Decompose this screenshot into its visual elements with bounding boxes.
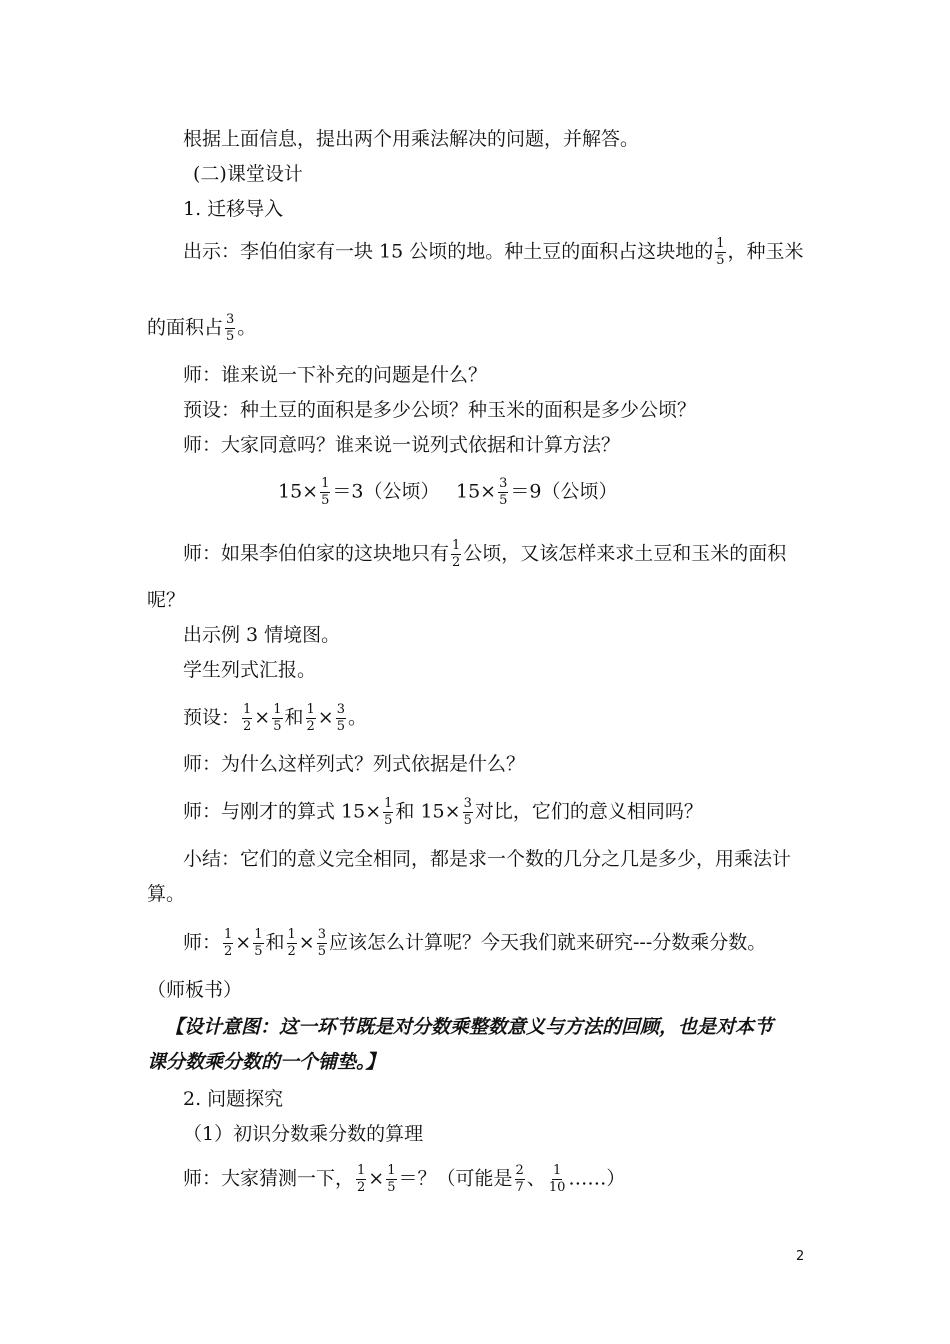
text-span: 对比，它们的意义相同吗？	[474, 800, 703, 823]
text-span: 15×	[278, 480, 319, 503]
text-span: 的面积占	[147, 316, 224, 339]
text-span: 和	[265, 931, 285, 954]
text-span: ，种玉米	[727, 240, 804, 263]
text-line	[183, 927, 766, 960]
denominator: 5	[254, 944, 263, 959]
text-span: ×	[254, 706, 271, 729]
denominator: 2	[452, 555, 461, 570]
denominator: 2	[224, 944, 233, 959]
text-span: 和 15×	[395, 800, 461, 823]
text-line	[183, 236, 804, 269]
denominator: 7	[515, 1180, 524, 1195]
numerator: 1	[716, 236, 725, 251]
text-line: 根据上面信息，提出两个用乘法解决的问题，并解答。	[183, 128, 640, 150]
denominator: 2	[306, 719, 315, 734]
text-span: 公顷，又该怎样来求土豆和玉米的面积	[463, 542, 787, 565]
numerator: 3	[336, 702, 345, 717]
numerator: 3	[499, 476, 508, 491]
numerator: 1	[243, 702, 252, 717]
text-line: 师：谁来说一下补充的问题是什么？	[183, 364, 488, 386]
text-span: ×	[317, 706, 334, 729]
text-span: 师：大家猜测一下，	[183, 1167, 355, 1190]
text-line: 呢？	[147, 589, 186, 611]
text-line	[183, 796, 703, 829]
text-span: 预设：	[183, 706, 241, 729]
denominator: 5	[226, 329, 235, 344]
text-line: 师：为什么这样列式？列式依据是什么？	[183, 753, 526, 775]
text-span: 、	[526, 1167, 546, 1190]
text-line: 预设：种土豆的面积是多少公顷？种玉米的面积是多少公顷？	[183, 399, 697, 421]
fraction	[253, 927, 263, 960]
text-line: 学生列式汇报。	[183, 659, 317, 681]
numerator: 1	[552, 1163, 562, 1178]
numerator: 1	[254, 927, 263, 942]
denominator: 5	[321, 493, 330, 508]
denominator: 2	[357, 1180, 366, 1195]
denominator: 5	[387, 1180, 396, 1195]
design-note: 课分数乘分数的一个铺垫。】	[147, 1051, 385, 1073]
fraction	[306, 702, 316, 735]
equation	[278, 476, 439, 509]
denominator: 5	[273, 719, 282, 734]
subsection-heading: 1. 迁移导入	[183, 198, 284, 220]
numerator: 3	[226, 312, 235, 327]
denominator: 5	[716, 253, 725, 268]
denominator: 5	[463, 813, 472, 828]
text-line: （师板书）	[147, 979, 243, 1001]
fraction	[548, 1163, 567, 1196]
text-span: 师：如果李伯伯家的这块地只有	[183, 542, 450, 565]
text-line	[183, 1163, 625, 1196]
text-span: ×	[368, 1167, 385, 1190]
text-line: 算。	[147, 883, 186, 905]
text-span: 师：	[183, 931, 222, 954]
text-line: 师：大家同意吗？谁来说一说列式依据和计算方法？	[183, 434, 621, 456]
fraction	[715, 236, 725, 269]
fraction	[223, 927, 233, 960]
section-heading: (二)课堂设计	[193, 163, 303, 185]
denominator: 5	[499, 493, 508, 508]
fraction	[386, 1163, 396, 1196]
text-line: 出示例 3 情境图。	[183, 624, 341, 646]
text-line	[183, 538, 786, 571]
numerator: 2	[515, 1163, 524, 1178]
denominator: 5	[317, 944, 326, 959]
text-line	[147, 312, 256, 345]
fraction	[383, 796, 393, 829]
text-span: 。	[348, 706, 368, 729]
text-span: 出示：李伯伯家有一块 15 公顷的地。种土豆的面积占这块地的	[183, 240, 714, 263]
fraction	[272, 702, 282, 735]
equation	[456, 476, 617, 509]
page-number: 2	[796, 1249, 805, 1264]
text-span: ……）	[568, 1167, 626, 1190]
fraction	[225, 312, 235, 345]
fraction	[463, 796, 473, 829]
fraction	[336, 702, 346, 735]
text-span: ×	[235, 931, 252, 954]
numerator: 1	[273, 702, 282, 717]
fraction	[317, 927, 327, 960]
numerator: 1	[387, 1163, 396, 1178]
numerator: 3	[463, 796, 472, 811]
text-line: （1）初识分数乘分数的算理	[183, 1123, 424, 1145]
subsection-heading: 2. 问题探究	[183, 1088, 284, 1110]
fraction	[451, 538, 461, 571]
denominator: 5	[336, 719, 345, 734]
numerator: 1	[321, 476, 330, 491]
fraction	[287, 927, 297, 960]
denominator: 2	[287, 944, 296, 959]
text-span: ＝3（公顷）	[332, 480, 440, 503]
fraction	[515, 1163, 525, 1196]
text-line: 小结：它们的意义完全相同，都是求一个数的几分之几是多少，用乘法计	[183, 848, 792, 870]
text-span: 和	[284, 706, 304, 729]
fraction	[498, 476, 508, 509]
text-span: ×	[298, 931, 315, 954]
text-span: 应该怎么计算呢？今天我们就来研究---分数乘分数。	[329, 931, 767, 954]
numerator: 1	[357, 1163, 366, 1178]
numerator: 1	[452, 538, 461, 553]
fraction	[242, 702, 252, 735]
text-span: ＝？（可能是	[398, 1167, 513, 1190]
text-line	[183, 702, 367, 735]
text-span: 。	[237, 316, 257, 339]
numerator: 3	[317, 927, 326, 942]
denominator: 10	[548, 1180, 566, 1195]
fraction	[356, 1163, 366, 1196]
numerator: 1	[384, 796, 393, 811]
fraction	[320, 476, 330, 509]
text-span: 15×	[456, 480, 497, 503]
numerator: 1	[306, 702, 315, 717]
numerator: 1	[224, 927, 233, 942]
numerator: 1	[287, 927, 296, 942]
text-span: ＝9（公顷）	[510, 480, 618, 503]
text-span: 师：与刚才的算式 15×	[183, 800, 382, 823]
denominator: 5	[384, 813, 393, 828]
denominator: 2	[243, 719, 252, 734]
design-note: 【设计意图：这一环节既是对分数乘整数意义与方法的回顾，也是对本节	[165, 1016, 774, 1038]
